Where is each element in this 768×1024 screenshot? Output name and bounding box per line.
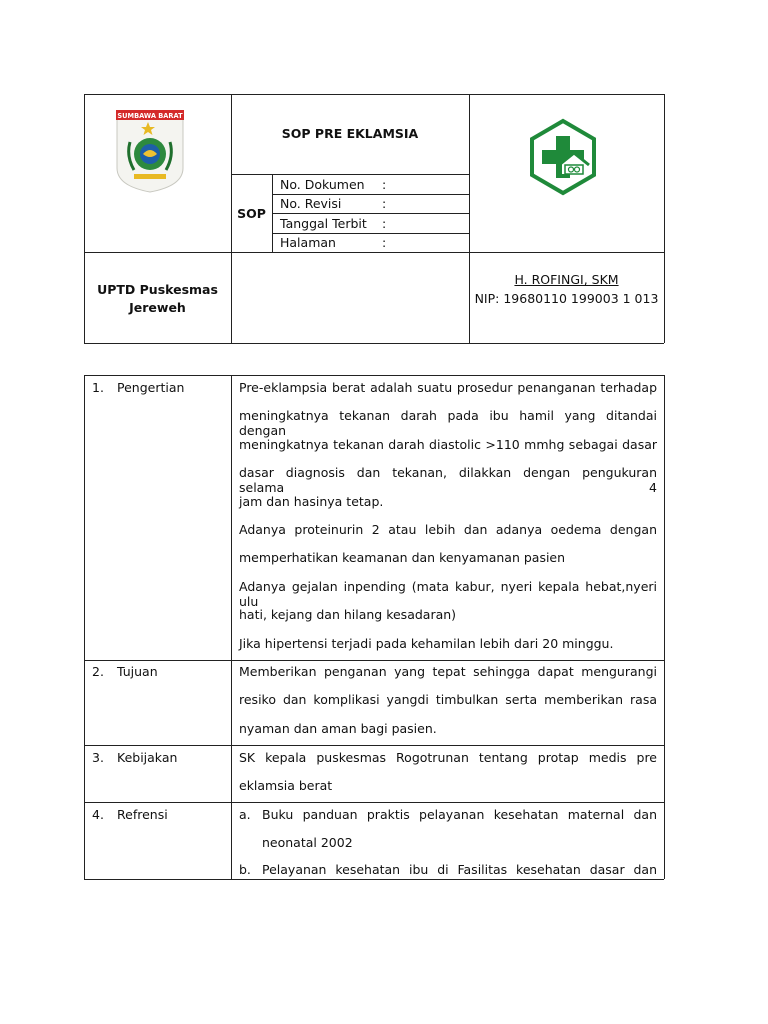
refrensi-item-line: neonatal 2002: [262, 835, 353, 850]
pengertian-line: Pre-eklampsia berat adalah suatu prosedur penanganan terhadap: [239, 380, 657, 395]
section-1-number: 1.: [92, 380, 104, 395]
kebijakan-line: SK kepala puskesmas Rogotrunan tentang protap medis pre: [239, 750, 657, 765]
row-divider-1: [84, 660, 664, 661]
puskesmas-logo: [528, 118, 598, 196]
org-name-line2: Jereweh: [129, 300, 186, 315]
kebijakan-line: eklamsia berat: [239, 778, 333, 793]
field-divider-3: [272, 233, 469, 234]
field-tanggal-terbit-sep: :: [382, 216, 387, 231]
pengertian-line: memperhatikan keamanan dan kenyamanan pasien: [239, 550, 566, 565]
content-bottom-border: [84, 879, 664, 880]
svg-text:SUMBAWA BARAT: SUMBAWA BARAT: [117, 112, 183, 120]
content-right-border: [664, 375, 665, 879]
title-bottom-border: [231, 174, 469, 175]
refrensi-item-marker: a.: [239, 807, 251, 822]
header-bottom-border: [84, 343, 664, 344]
org-name-line1: UPTD Puskesmas: [97, 282, 218, 297]
field-halaman-label: Halaman: [280, 235, 336, 250]
field-no-revisi-sep: :: [382, 196, 387, 211]
header-mid-border: [84, 252, 664, 253]
pengertian-line: meningkatnya tekanan darah diastolic >110 mmhg sebagai dasar: [239, 437, 657, 452]
pengertian-line: Adanya gejalan inpending (mata kabur, nyeri kepala hebat,nyeri ulu: [239, 579, 657, 609]
section-3-label: Kebijakan: [117, 750, 178, 765]
refrensi-item-line: Buku panduan praktis pelayanan kesehatan maternal dan: [262, 807, 657, 822]
document-title: SOP PRE EKLAMSIA: [281, 126, 419, 141]
pengertian-line: jam dan hasinya tetap.: [239, 494, 384, 509]
pengertian-line: Adanya proteinurin 2 atau lebih dan adanya oedema dengan: [239, 522, 657, 537]
pengertian-line: Jika hipertensi terjadi pada kehamilan lebih dari 20 minggu.: [239, 636, 614, 651]
refrensi-item-marker: b.: [239, 862, 251, 877]
field-divider-1: [272, 194, 469, 195]
field-no-dokumen-label: No. Dokumen: [280, 177, 365, 192]
content-top-border: [84, 375, 664, 376]
tujuan-line: nyaman dan aman bagi pasien.: [239, 721, 437, 736]
section-2-number: 2.: [92, 664, 104, 679]
section-1-label: Pengertian: [117, 380, 185, 395]
signer-nip: NIP: 19680110 199003 1 013: [474, 291, 659, 306]
field-no-revisi-label: No. Revisi: [280, 196, 342, 211]
field-tanggal-terbit-label: Tanggal Terbit: [280, 216, 367, 231]
pengertian-line: hati, kejang dan hilang kesadaran): [239, 607, 457, 622]
pengertian-line: meningkatnya tekanan darah pada ibu hamil yang ditandai dengan: [239, 408, 657, 438]
sumbawa-barat-logo: [114, 108, 186, 194]
pengertian-line: dasar diagnosis dan tekanan, dilakkan dengan pengukuran selama 4: [239, 465, 657, 495]
tujuan-line: resiko dan komplikasi yangdi timbulkan serta memberikan rasa: [239, 692, 657, 707]
section-2-label: Tujuan: [117, 664, 158, 679]
signer-name: H. ROFINGI, SKM: [514, 272, 619, 287]
content-col-divider: [231, 375, 232, 879]
row-divider-3: [84, 802, 664, 803]
sop-label: SOP: [237, 206, 266, 221]
section-4-number: 4.: [92, 807, 104, 822]
field-divider-2: [272, 213, 469, 214]
content-left-border: [84, 375, 85, 879]
field-no-dokumen-sep: :: [382, 177, 387, 192]
row-divider-2: [84, 745, 664, 746]
section-3-number: 3.: [92, 750, 104, 765]
header-top-border: [84, 94, 664, 95]
section-4-label: Refrensi: [117, 807, 168, 822]
field-halaman-sep: :: [382, 235, 387, 250]
tujuan-line: Memberikan penganan yang tepat sehingga dapat mengurangi: [239, 664, 657, 679]
header-right-border: [664, 94, 665, 343]
refrensi-item-line: Pelayanan kesehatan ibu di Fasilitas kesehatan dasar dan: [262, 862, 657, 877]
